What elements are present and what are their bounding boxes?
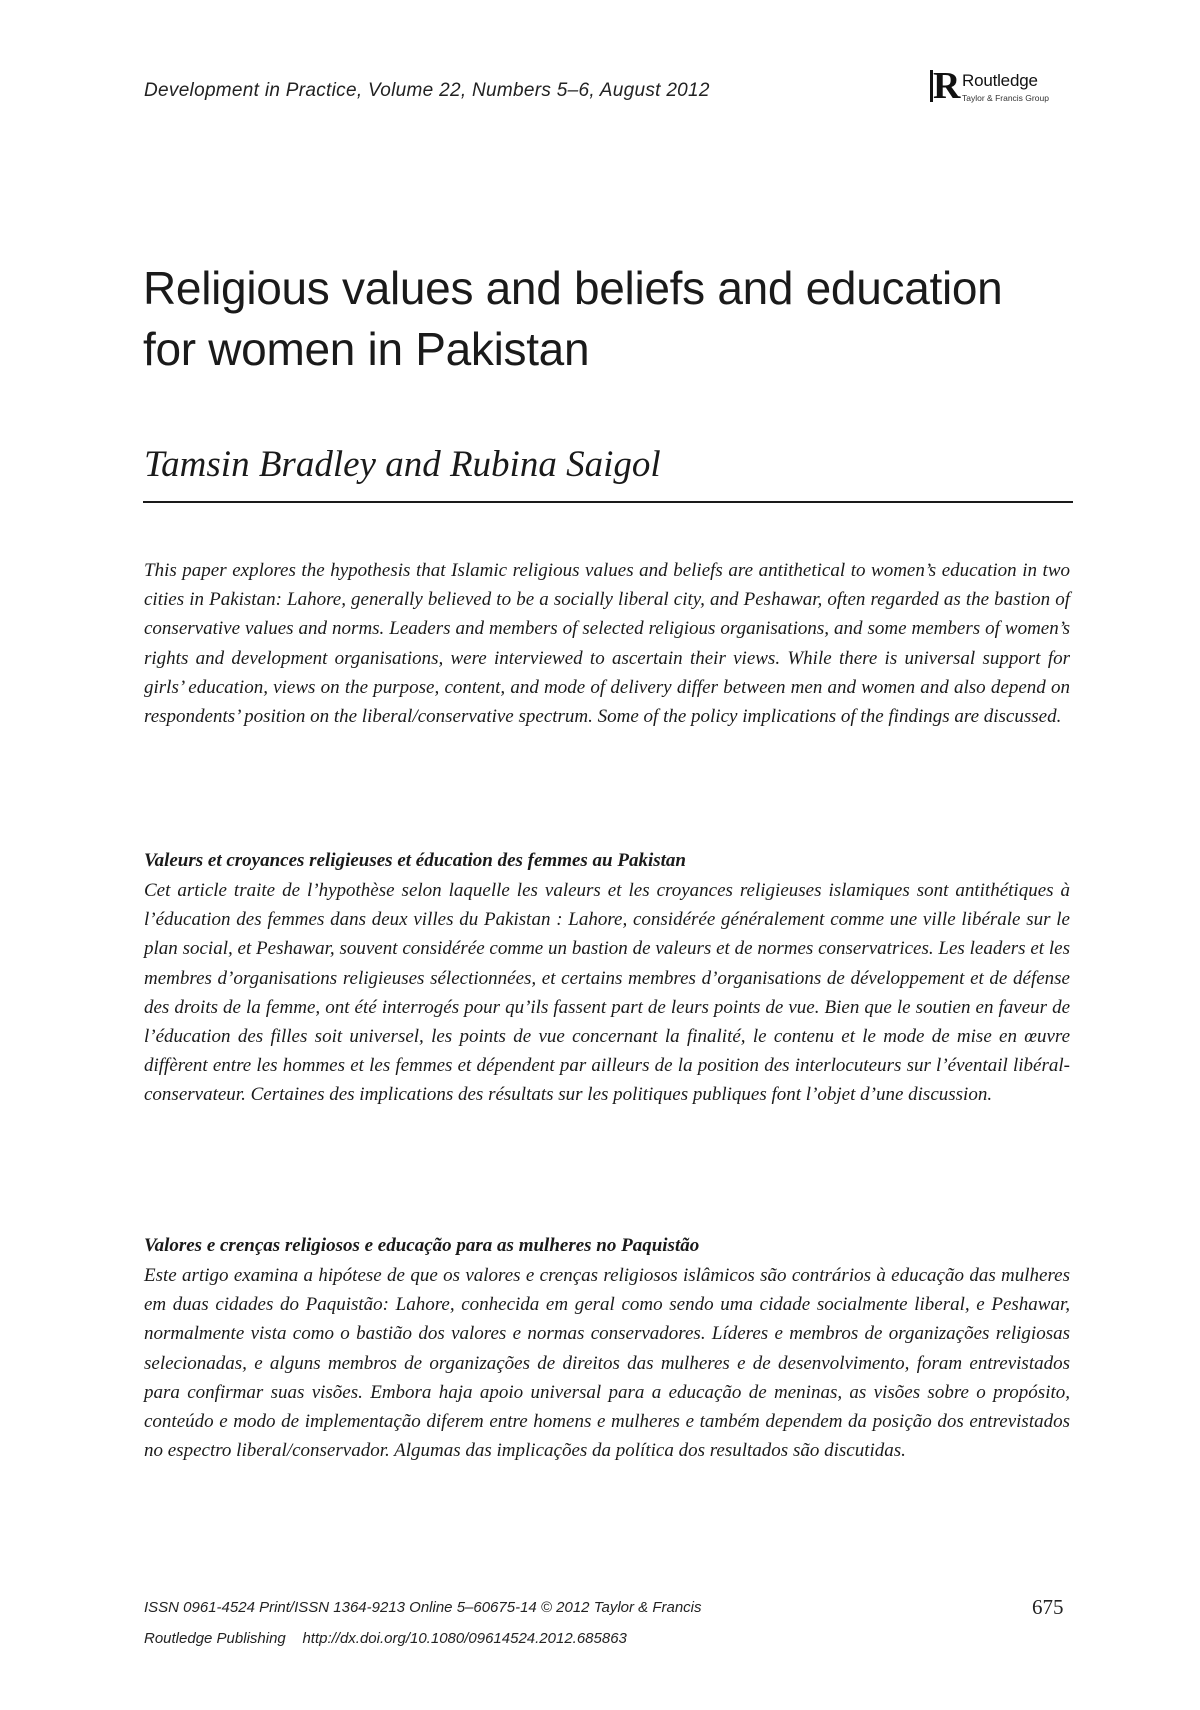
abstract-french: Cet article traite de l’hypothèse selon laquelle les valeurs et les croyances religieuses islamiques sont antithétiques à l’éducation des femmes dans deux villes du Pakistan : Lahore, considérée généralement comme une ville libérale sur le plan social, et Peshawar, souvent considérée comme un bastion de valeurs et de normes conservatrices. Les leaders et les membres d’organisations religieuses sélectionnées, et certains membres d’organisations de développement et de défense des droits de la femme, ont été interrogés pour qu’ils fassent part de leurs points de vue. Bien que le soutien en faveur de l’éducation des filles soit universel, les points de vue concernant la finalité, le contenu et le mode de mise en œuvre diffèrent entre les hommes et les femmes et dépendent par ailleurs de la position des interlocuteurs sur l’éventail libéral-conservateur. Certaines des implications des résultats sur les politiques publiques font l’objet d’une discussion. <box>144 880 1070 1106</box>
abstract-portuguese: Este artigo examina a hipótese de que os valores e crenças religiosos islâmicos são contrários à educação das mulheres em duas cidades do Paquistão: Lahore, conhecida em geral como sendo uma cidade socialmente liberal, e Peshawar, normalmente vista como o bastião dos valores e normas conservadores. Líderes e membros de organizações religiosas selecionadas, e alguns membros de organizações de direitos das mulheres e de desenvolvimento, foram entrevistados para confirmar suas visões. Embora haja apoio universal para a educação de meninas, as visões sobre o propósito, conteúdo e modo de implementação diferem entre homens e mulheres e também dependem da posição dos entrevistados no espectro liberal/conservador. Algumas das implicações da política dos resultados são discutidas. <box>144 1265 1070 1462</box>
journal-running-head: Development in Practice, Volume 22, Numbers 5–6, August 2012 <box>144 80 710 101</box>
footer-doi-link[interactable]: Routledge Publishing http://dx.doi.org/10.1080/09614524.2012.685863 <box>144 1630 627 1647</box>
routledge-logo-subtitle: Taylor & Francis Group <box>962 93 1049 103</box>
abstract-french-title: Valeurs et croyances religieuses et éducation des femmes au Pakistan <box>144 850 687 871</box>
abstract-english: This paper explores the hypothesis that Islamic religious values and beliefs are antithetical to women’s education in two cities in Pakistan: Lahore, generally believed to be a socially liberal city, and Peshawar, often regarded as the bastion of conservative values and norms. Leaders and members of selected religious organisations, and some members of women’s rights and development organisations, were interviewed to ascertain their views. While there is universal support for girls’ education, views on the purpose, content, and mode of delivery differ between men and women and also depend on respondents’ position on the liberal/conservative spectrum. Some of the policy implications of the findings are discussed. <box>144 560 1070 728</box>
footer-issn-line: ISSN 0961-4524 Print/ISSN 1364-9213 Online 5–60675-14 © 2012 Taylor & Francis <box>144 1599 702 1616</box>
title-divider <box>143 501 1073 503</box>
routledge-logo <box>933 66 1073 110</box>
abstract-portuguese-title: Valores e crenças religiosos e educação para as mulheres no Paquistão <box>144 1235 700 1256</box>
routledge-logo-mark: R <box>933 65 961 107</box>
page-number: 675 <box>1032 1595 1064 1619</box>
article-title: Religious values and beliefs and education for women in Pakistan <box>143 262 1003 375</box>
routledge-logo-name: Routledge <box>962 71 1038 90</box>
article-authors: Tamsin Bradley and Rubina Saigol <box>144 444 661 485</box>
